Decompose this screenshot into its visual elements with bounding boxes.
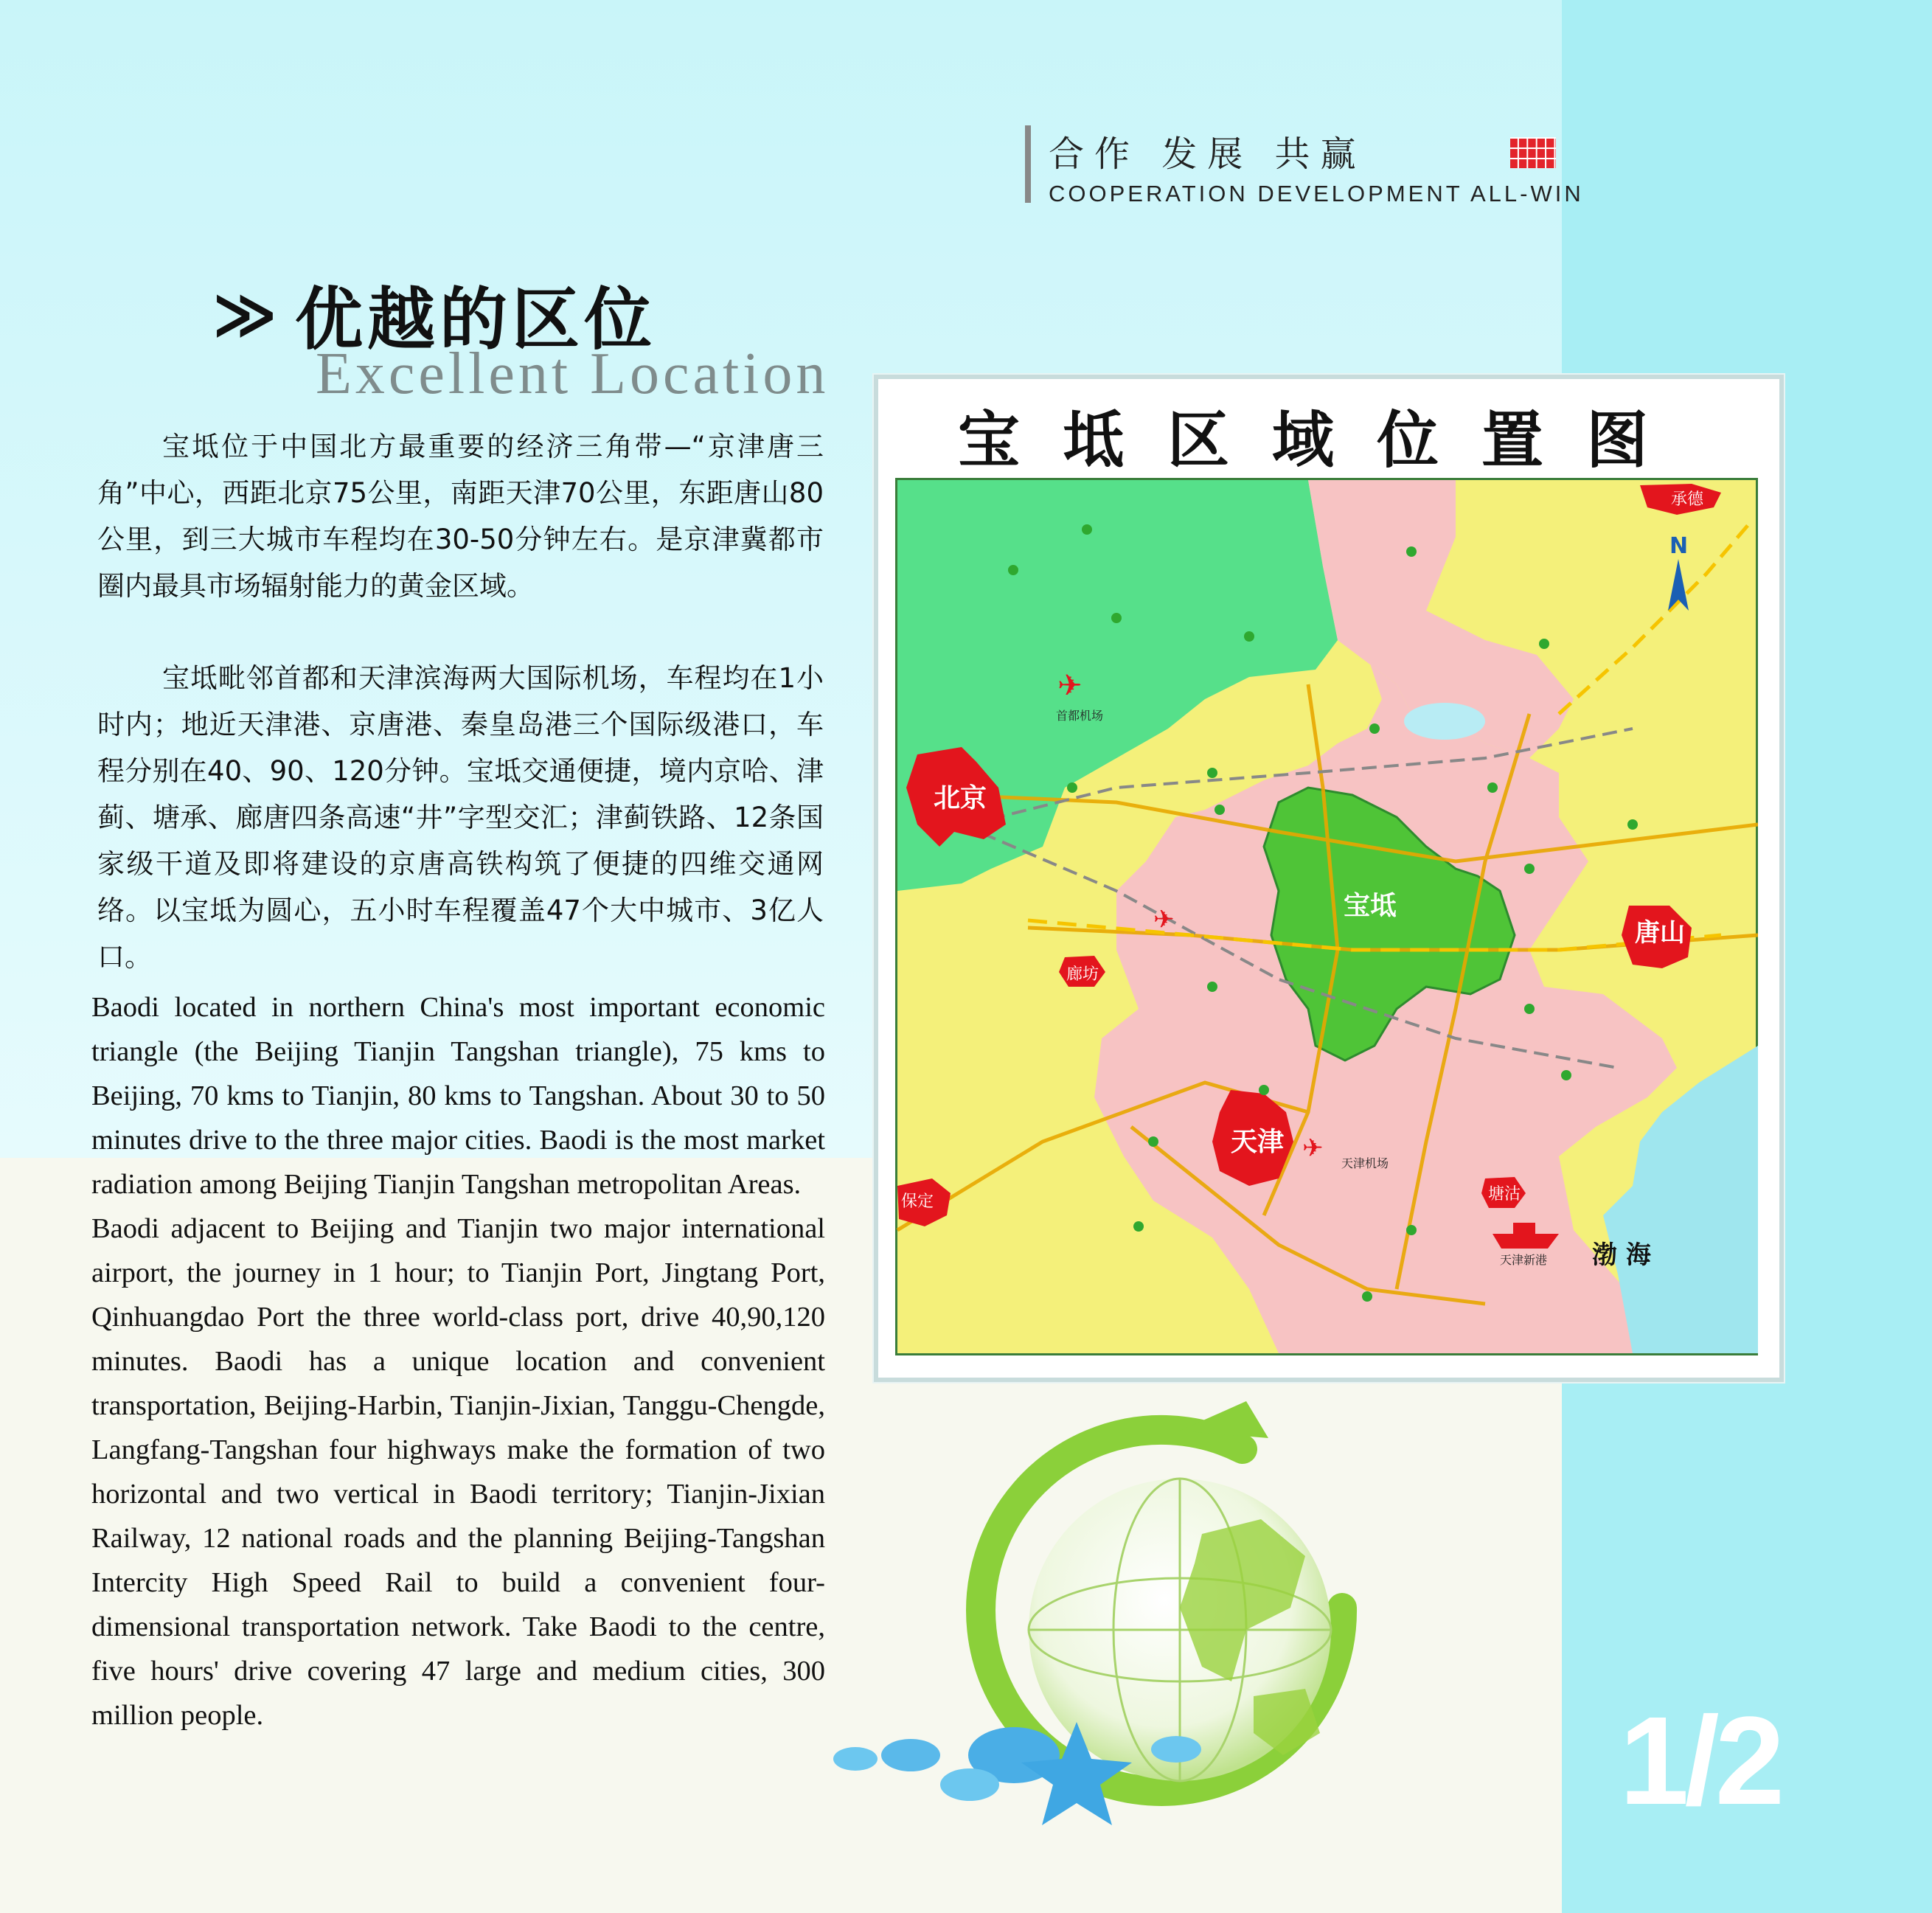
langfang-label: 廊坊: [1066, 965, 1099, 984]
port-label: 天津新港: [1500, 1253, 1548, 1267]
slogan-chinese: 合作 发展 共赢: [1049, 133, 1366, 175]
slogan-english: COOPERATION DEVELOPMENT ALL-WIN: [1049, 181, 1584, 206]
capital-airport-label: 首都机场: [1056, 709, 1104, 723]
ship-icon: [1493, 1234, 1559, 1249]
globe-illustration: [833, 1386, 1497, 1844]
region-map: [895, 478, 1758, 1355]
english-text: [91, 985, 825, 1737]
sea-label: 渤 海: [1592, 1240, 1651, 1270]
capital-airport-icon: ✈: [1057, 669, 1083, 703]
reservoir: [1404, 703, 1485, 740]
slogan: [1025, 125, 1587, 206]
north-label: N: [1669, 533, 1689, 559]
double-chevron-icon: ≫: [212, 278, 277, 350]
map-title: 宝坻区域位置图: [957, 403, 1691, 476]
tianjin-label: 天津: [1231, 1127, 1285, 1157]
baoding-label: 保定: [901, 1192, 934, 1211]
beijing-label: 北京: [934, 783, 987, 813]
grid-logo-icon: [1510, 137, 1556, 168]
tianjin-airport-label: 天津机场: [1341, 1156, 1389, 1170]
airport-icon: ✈: [1153, 905, 1175, 934]
tanggu-label: 塘沽: [1488, 1185, 1521, 1204]
chinese-paragraph-2: 宝坻毗邻首都和天津滨海两大国际机场，车程均在1小时内；地近天津港、京唐港、秦皇岛港三个国际级港口，车程分别在40、90、120分钟。宝坻交通便捷，境内京哈、津蓟、塘承、廊唐四条高速“井”字型交汇；津蓟铁路、12条国家级干道及即将建设的京唐高铁构筑了便捷的四维交通网络。以宝坻为圆心，五小时车程覆盖47个大中城市、3亿人口。: [97, 662, 824, 973]
baodi-label: 宝坻: [1344, 891, 1397, 921]
chinese-paragraph-1: 宝坻位于中国北方最重要的经济三角带—“京津唐三角”中心，西距北京75公里，南距天津70公里，东距唐山80公里，到三大城市车程均在30-50分钟左右。是京津冀都市圈内最具市场辐射能力的黄金区域。: [97, 431, 824, 602]
chengde-label: 承德: [1671, 490, 1704, 509]
english-paragraph-2: Baodi adjacent to Beijing and Tianjin two major international airport, the journey in 1 hour; to Tianjin Port, Jingtang Port, Qinhuangdao Port the three world-class port, drive 40,90,120 minutes. Baodi has a unique location and convenient transportation, Beijing-Harbin, Tianjin-Jixian, Tanggu-Chengde, Langfang-Tangshan four highways make the formation of two horizontal and two vertical in Baodi territory; Tianjin-Jixian Railway, 12 national roads and the planning Beijing-Tangshan Intercity High Speed Rail to build a convenient four-dimensional transportation network. Take Baodi to the centre, five hours' drive covering 47 large and medium cities, 300 million people.: [91, 1213, 825, 1731]
tangshan-label: 唐山: [1635, 918, 1685, 948]
heading-english: Excellent Location: [316, 341, 830, 406]
english-paragraph-1: Baodi located in northern China's most important economic triangle (the Beijing Tianjin Tangshan triangle), 75 kms to Beijing, 70 kms to Tianjin, 80 kms to Tangshan. About 30 to 50 minutes drive to the three major cities. Baodi is the most market radiation among Beijing Tianjin Tangshan metropolitan Areas.: [91, 992, 825, 1200]
tianjin-airport-icon: ✈: [1302, 1133, 1324, 1163]
page-number: 1/2: [1619, 1691, 1781, 1831]
heading-chinese: 优越的区位: [294, 280, 656, 359]
